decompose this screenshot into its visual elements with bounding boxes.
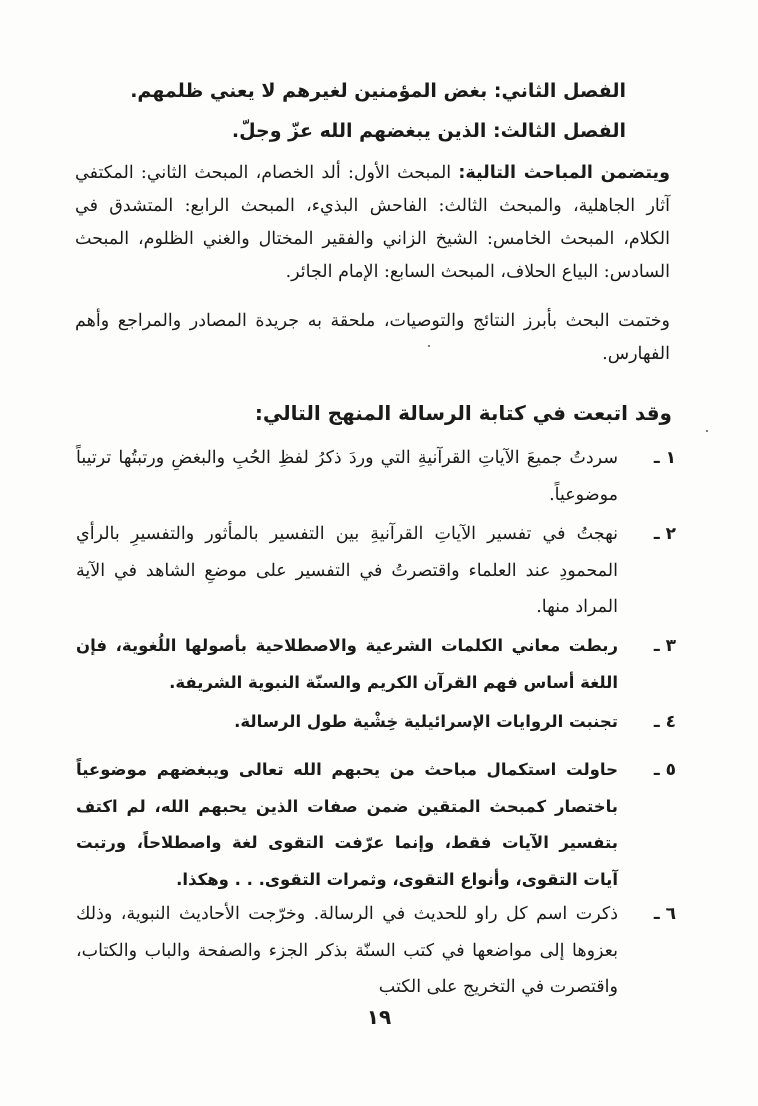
item-number: ٢ ـ — [653, 524, 676, 544]
list-item — [76, 440, 676, 514]
item-text: تجنبت الروايات الإسرائيلية خِشْية طول الرسالة. — [234, 712, 618, 731]
item-number: ٤ ـ — [653, 712, 676, 732]
item-text: ربطت معاني الكلمات الشرعية والاصطلاحية بأصولها اللُغوية، فإن اللغة أساس فهم القرآن الكريم والسنّة النبوية الشريفة. — [76, 636, 618, 692]
topics-text: المبحث الأول: ألد الخصام، المبحث الثاني: المكتفي آثار الجاهلية، والمبحث الثالث: الفاحش البذيء، المبحث الرابع: المتشدق في الكلام، المبحث الخامس: الشيخ الزاني والفقير المختال والغني الظلوم، المبحث السادس: البياع الحلاف، المبحث السابع: الإمام الجائر. — [75, 163, 670, 282]
item-text: ذكرت اسم كل راو للحديث في الرسالة. وخرّجت الأحاديث النبوية، وذلك بعزوها إلى مواضعها في كتب السنّة بذكر الجزء والصفحة والباب والكتاب، واقتصرت في التخريج على الكتب — [76, 904, 618, 997]
chapter-two-line: الفصل الثاني: بغض المؤمنين لغيرهم لا يعني ظلمهم. — [130, 80, 626, 102]
scan-speck — [706, 430, 708, 432]
item-text: نهجتُ في تفسير الآياتِ القرآنيةِ بين التفسير بالمأثور والتفسيرِ بالرأي المحمودِ عند العلماء واقتصرتُ في التفسير على موضعِ الشاهد في الآية المراد منها. — [76, 524, 618, 617]
item-text: سردتُ جميعَ الآياتِ القرآنيةِ التي وردَ ذكرُ لفظِ الحُبِ والبغضِ ورتبتُها ترتيباً موضوعياً. — [76, 448, 618, 505]
list-item — [76, 628, 676, 700]
list-item — [76, 752, 676, 898]
chapter-three-line: الفصل الثالث: الذين يبغضهم الله عزّ وجلّ. — [231, 120, 626, 142]
conclusion-paragraph: وختمت البحث بأبرز النتائج والتوصيات، ملحقة به جريدة المصادر والمراجع وأهم الفهارس. — [75, 311, 670, 364]
topics-paragraph — [75, 157, 670, 289]
item-number: ٣ ـ — [653, 636, 676, 656]
list-item — [76, 896, 676, 1006]
topics-lead: ويتضمن المباحث التالية: — [458, 163, 670, 183]
item-number: ٦ ـ — [653, 904, 676, 924]
method-heading: وقد اتبعت في كتابة الرسالة المنهج التالي: — [254, 401, 672, 425]
item-number: ٥ ـ — [653, 760, 676, 780]
list-item — [76, 516, 676, 628]
scan-speck — [428, 345, 430, 347]
item-text: حاولت استكمال مباحث من يحبهم الله تعالى ويبغضهم موضوعياً باختصار كمبحث المتقين ضمن صفات الذين يحبهم الله، لم اكتف بتفسير الآيات فقط، وإنما عرّفت التقوى لغة واصطلاحاً، ورتبت آيات التقوى، وأنواع التقوى، وثمرات التقوى. . . وهكذا. — [76, 760, 618, 889]
item-number: ١ ـ — [653, 448, 676, 468]
page-number: ١٩ — [366, 1005, 392, 1029]
list-item — [76, 704, 676, 742]
